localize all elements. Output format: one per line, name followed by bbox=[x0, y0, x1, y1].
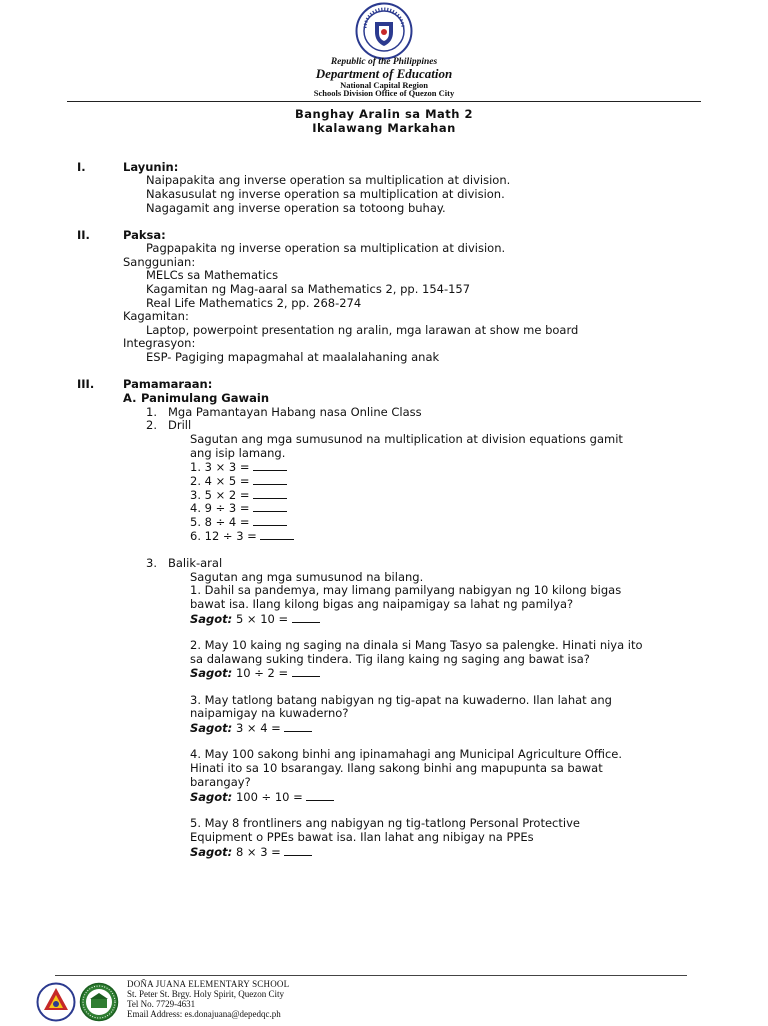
sanggunian-label: Sanggunian: bbox=[123, 255, 196, 269]
answer-blank bbox=[284, 721, 312, 732]
question-line: 5. May 8 frontliners ang nabigyan ng tig-tatlong Personal Protective bbox=[190, 816, 580, 830]
school-seal-icon bbox=[79, 982, 119, 1022]
answer-equation: 3 × 4 = bbox=[235, 721, 285, 735]
materials-text: Laptop, powerpoint presentation ng aralin, mga larawan at show me board bbox=[146, 323, 579, 337]
drill-item bbox=[190, 460, 287, 475]
drill-item bbox=[190, 515, 287, 530]
school-telephone: Tel No. 7729-4631 bbox=[127, 999, 196, 1009]
sagot-label: Sagot: bbox=[190, 666, 233, 680]
answer-blank bbox=[306, 790, 334, 801]
reference-item: Real Life Mathematics 2, pp. 268-274 bbox=[146, 296, 362, 310]
drill-equation: 1. 3 × 3 = bbox=[190, 460, 254, 474]
step-text: Balik-aral bbox=[168, 556, 223, 570]
section-numeral: II. bbox=[77, 228, 90, 242]
department-line: Department of Education bbox=[315, 66, 453, 81]
answer-line bbox=[190, 612, 320, 627]
division-line: Schools Division Office of Quezon City bbox=[313, 88, 455, 98]
answer-line bbox=[190, 845, 312, 860]
objective-item: Nagagamit ang inverse operation sa totoong buhay. bbox=[146, 201, 446, 215]
section-numeral: I. bbox=[77, 160, 86, 174]
sagot-label: Sagot: bbox=[190, 612, 233, 626]
integrasyon-label: Integrasyon: bbox=[123, 336, 196, 350]
subsection-heading: Panimulang Gawain bbox=[141, 391, 270, 405]
drill-equation: 4. 9 ÷ 3 = bbox=[190, 501, 254, 515]
reference-item: Kagamitan ng Mag-aaral sa Mathematics 2, pp. 154-157 bbox=[146, 282, 471, 296]
drill-instruction: Sagutan ang mga sumusunod na multiplication at division equations gamit bbox=[190, 432, 623, 446]
section-numeral: III. bbox=[77, 377, 95, 391]
quarter-title: Ikalawang Markahan bbox=[312, 121, 456, 135]
sagot-label: Sagot: bbox=[190, 721, 233, 735]
answer-blank bbox=[292, 666, 320, 677]
region-line: National Capital Region bbox=[340, 80, 428, 90]
answer-blank bbox=[292, 612, 320, 623]
school-email: Email Address: es.donajuana@depedqc.ph bbox=[127, 1009, 281, 1019]
footer-divider bbox=[55, 975, 687, 976]
drill-equation: 3. 5 × 2 = bbox=[190, 488, 254, 502]
section-heading: Paksa: bbox=[123, 228, 166, 242]
question-line: Equipment o PPEs bawat isa. Ilan lahat ang nibigay na PPEs bbox=[190, 830, 534, 844]
sagot-label: Sagot: bbox=[190, 790, 233, 804]
lesson-title: Banghay Aralin sa Math 2 bbox=[295, 107, 473, 121]
drill-equation: 5. 8 ÷ 4 = bbox=[190, 515, 254, 529]
answer-blank bbox=[284, 845, 312, 856]
deped-seal-icon bbox=[355, 2, 413, 60]
drill-equation: 6. 12 ÷ 3 = bbox=[190, 529, 261, 543]
question-line: bawat isa. Ilang kilong bigas ang naipamigay sa lahat ng pamilya? bbox=[190, 597, 574, 611]
topic-text: Pagpapakita ng inverse operation sa multiplication at division. bbox=[146, 241, 506, 255]
question-line: Hinati ito sa 10 bsarangay. Ilang sakong binhi ang mapupunta sa bawat bbox=[190, 761, 603, 775]
school-seal bbox=[79, 982, 119, 1022]
republic-line: Republic of the Philippines bbox=[330, 57, 438, 67]
answer-line bbox=[190, 666, 320, 681]
answer-blank bbox=[260, 529, 294, 540]
answer-line bbox=[190, 721, 312, 736]
step-text: Mga Pamantayan Habang nasa Online Class bbox=[168, 405, 422, 419]
answer-equation: 5 × 10 = bbox=[235, 612, 292, 626]
sagot-label: Sagot: bbox=[190, 845, 233, 859]
answer-equation: 100 ÷ 10 = bbox=[235, 790, 307, 804]
section-heading: Pamamaraan: bbox=[123, 377, 213, 391]
answer-equation: 8 × 3 = bbox=[235, 845, 285, 859]
answer-blank bbox=[253, 501, 287, 512]
deped-matatag-logo bbox=[36, 982, 76, 1022]
step-number: 2. bbox=[146, 418, 157, 432]
question-line: 2. May 10 kaing ng saging na dinala si Mang Tasyo sa palengke. Hinati niya ito bbox=[190, 638, 643, 652]
answer-blank bbox=[253, 460, 287, 471]
step-number: 3. bbox=[146, 556, 157, 570]
answer-blank bbox=[253, 515, 287, 526]
question-line: naipamigay na kuwaderno? bbox=[190, 706, 349, 720]
question-line: 3. May tatlong batang nabigyan ng tig-apat na kuwaderno. Ilan lahat ang bbox=[190, 693, 612, 707]
school-address: St. Peter St. Brgy. Holy Spirit, Quezon City bbox=[127, 989, 285, 999]
drill-equation: 2. 4 × 5 = bbox=[190, 474, 254, 488]
drill-item bbox=[190, 474, 287, 489]
header-divider bbox=[67, 101, 701, 102]
school-name: DOÑA JUANA ELEMENTARY SCHOOL bbox=[127, 979, 290, 989]
question-line: 4. May 100 sakong binhi ang ipinamahagi ang Municipal Agriculture Office. bbox=[190, 747, 623, 761]
drill-item bbox=[190, 501, 287, 516]
question-line: barangay? bbox=[190, 775, 251, 789]
step-number: 1. bbox=[146, 405, 157, 419]
reference-item: MELCs sa Mathematics bbox=[146, 268, 279, 282]
answer-equation: 10 ÷ 2 = bbox=[235, 666, 292, 680]
deped-seal bbox=[355, 2, 413, 60]
section-heading: Layunin: bbox=[123, 160, 179, 174]
subsection-letter: A. bbox=[123, 391, 137, 405]
deped-logo-icon bbox=[36, 982, 76, 1022]
question-line: sa dalawang suking tindera. Tig ilang kaing ng saging ang bawat isa? bbox=[190, 652, 590, 666]
drill-item bbox=[190, 529, 294, 544]
objective-item: Naipapakita ang inverse operation sa multiplication at division. bbox=[146, 173, 511, 187]
answer-line bbox=[190, 790, 334, 805]
integration-text: ESP- Pagiging mapagmahal at maalalahaning anak bbox=[146, 350, 440, 364]
review-instruction: Sagutan ang mga sumusunod na bilang. bbox=[190, 570, 424, 584]
objective-item: Nakasusulat ng inverse operation sa multiplication at division. bbox=[146, 187, 505, 201]
step-text: Drill bbox=[168, 418, 192, 432]
question-line: 1. Dahil sa pandemya, may limang pamilyang nabigyan ng 10 kilong bigas bbox=[190, 583, 622, 597]
answer-blank bbox=[253, 474, 287, 485]
drill-instruction: ang isip lamang. bbox=[190, 446, 286, 460]
kagamitan-label: Kagamitan: bbox=[123, 309, 189, 323]
answer-blank bbox=[253, 488, 287, 499]
